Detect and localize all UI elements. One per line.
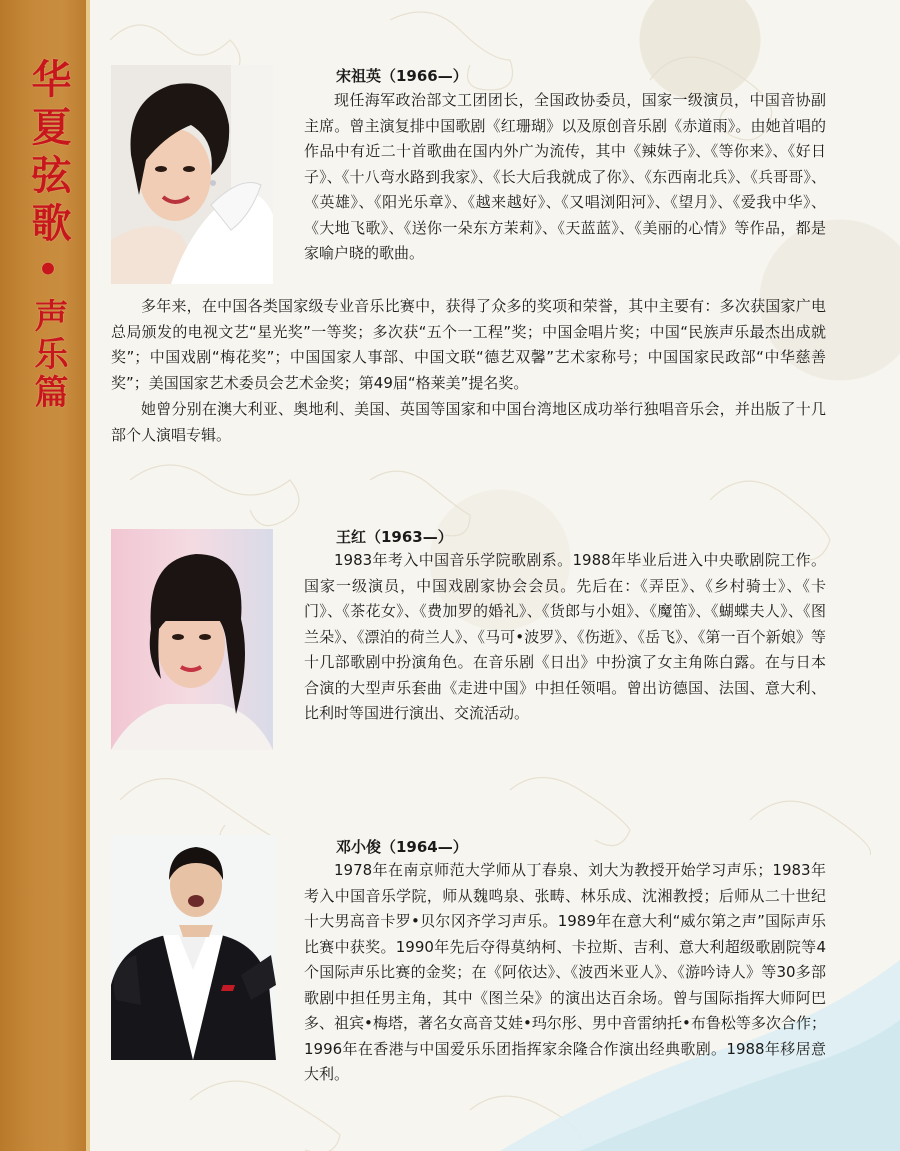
entry-3-paragraph-1: 1978年在南京师范大学师从丁春泉、刘大为教授开始学习声乐；1983年考入中国音乐学院，师从魏鸣泉、张畴、林乐成、沈湘教授；后师从二十世纪十大男高音卡罗•贝尔冈齐学习声乐。1989年在意大利“威尔第之声”国际声乐比赛中获奖。1990年先后夺得莫纳柯、卡拉斯、吉利、意大利超级歌剧院等4个国际声乐比赛的金奖；在《阿依达》、《波西米亚人》、《游吟诗人》等30多部歌剧中担任男主角，其中《图兰朵》的演出达百余场。曾与国际指挥大师阿巴多、祖宾•梅塔，著名女高音艾娃•玛尔彤、男中音雷纳托•布鲁松等多次合作；1996年在香港与中国爱乐乐团指挥家余隆合作演出经典歌剧。1988年移居意大利。 [304,861,826,1083]
entry-title-1: 宋祖英（1966—） [336,67,468,85]
portrait-photo-2 [111,529,273,750]
entry-2-paragraph-1: 1983年考入中国音乐学院歌剧系。1988年毕业后进入中央歌剧院工作。国家一级演员，中国戏剧家协会会员。先后在：《弄臣》、《乡村骑士》、《卡门》、《茶花女》、《费加罗的婚礼》、《货郎与小姐》、《魔笛》、《蝴蝶夫人》、《图兰朵》、《漂泊的荷兰人》、《马可•波罗》、《伤逝》、《岳飞》、《第一百个新娘》等十几部歌剧中扮演角色。在音乐剧《日出》中扮演了女主角陈白露。在与日本合演的大型声乐套曲《走进中国》中担任领唱。曾出访德国、法国、意大利、比利时等国进行演出、交流活动。 [304,551,826,722]
side-banner-text [24,58,72,412]
side-banner-edge [86,0,90,1151]
side-banner-subtitle: 声乐篇 [28,298,68,412]
entry-1-paragraph-3: 她曾分别在澳大利亚、奥地利、美国、英国等国家和中国台湾地区成功举行独唱音乐会，并出版了十几部个人演唱专辑。 [111,400,826,444]
side-banner-separator: • [28,250,68,298]
entry-title-2: 王红（1963—） [336,528,453,546]
portrait-photo-3 [111,835,276,1060]
entry-title-3: 邓小俊（1964—） [336,838,468,856]
side-banner-title: 华夏弦歌 [25,58,72,250]
portrait-photo-1 [111,65,273,284]
entry-1-paragraph-2: 多年来，在中国各类国家级专业音乐比赛中，获得了众多的奖项和荣誉，其中主要有：多次获国家广电总局颁发的电视文艺“星光奖”一等奖；多次获“五个一工程”奖；中国金唱片奖；中国“民族声乐最杰出成就奖”；中国戏剧“梅花奖”；中国国家人事部、中国文联“德艺双馨”艺术家称号；中国国家民政部“中华慈善奖”；美国国家艺术委员会艺术金奖；第49届“格莱美”提名奖。 [111,297,826,392]
entry-1-paragraph-1: 现任海军政治部文工团团长，全国政协委员，国家一级演员，中国音协副主席。曾主演复排中国歌剧《红珊瑚》以及原创音乐剧《赤道雨》。由她首唱的作品中有近二十首歌曲在国内外广为流传，其中《辣妹子》、《等你来》、《好日子》、《十八弯水路到我家》、《长大后我就成了你》、《东西南北兵》、《兵哥哥》、《英雄》、《阳光乐章》、《越来越好》、《又唱浏阳河》、《望月》、《爱我中华》、《大地飞歌》、《送你一朵东方茉莉》、《天蓝蓝》、《美丽的心情》等作品，都是家喻户晓的歌曲。 [304,91,826,262]
